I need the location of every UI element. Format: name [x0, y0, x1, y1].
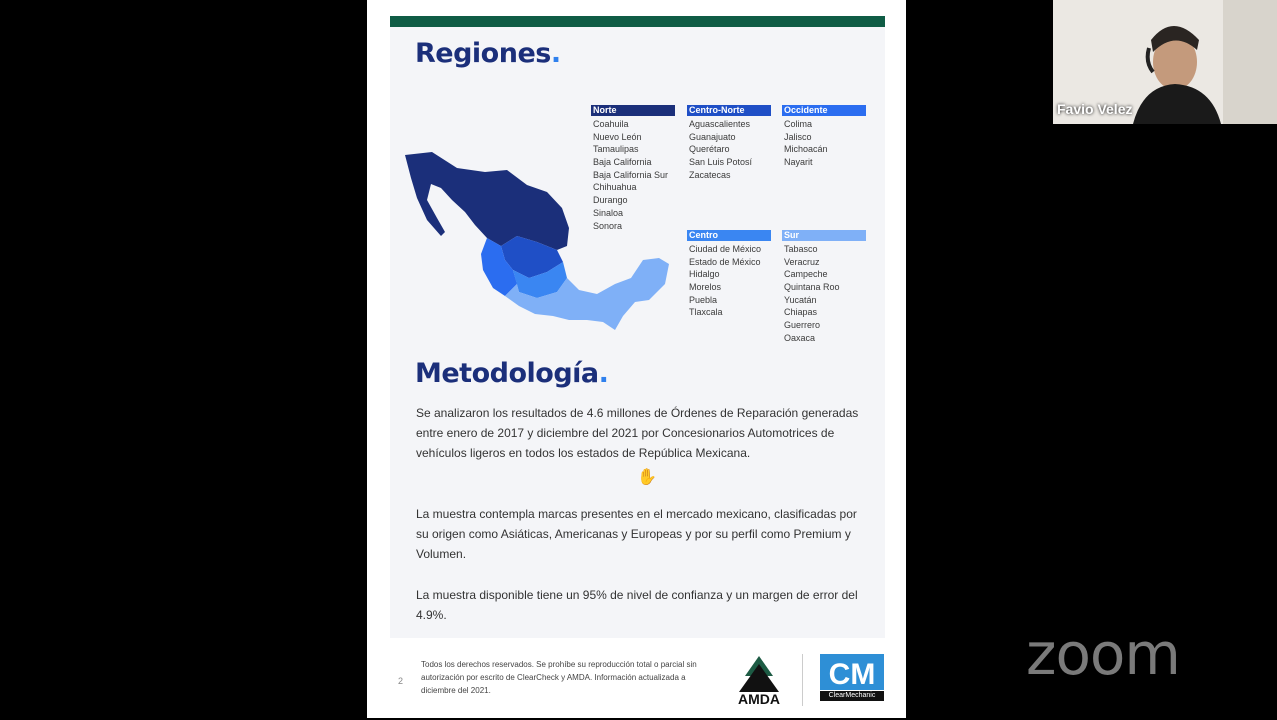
region-state-list: [782, 118, 866, 169]
state-item: Durango: [593, 195, 628, 206]
state-item: Chiapas: [784, 307, 818, 318]
state-item: Estado de México: [689, 256, 761, 267]
region-list-centro: [687, 230, 771, 319]
state-item: Oaxaca: [784, 332, 816, 343]
state-item: Tamaulipas: [593, 144, 639, 155]
state-item: Tabasco: [784, 244, 818, 254]
region-header: Occidente: [782, 105, 866, 116]
state-item: Nuevo León: [593, 131, 642, 142]
participant-name: Favio Velez: [1057, 101, 1133, 117]
state-item: Zacatecas: [689, 169, 731, 180]
metodologia-heading: Metodología.: [415, 358, 609, 389]
state-item: Baja California Sur: [593, 169, 669, 180]
state-item: Puebla: [689, 294, 718, 305]
region-state-list: [687, 118, 771, 181]
state-item: Tlaxcala: [689, 307, 723, 318]
logo-divider: [802, 654, 803, 706]
map-region-norte: [405, 152, 569, 250]
region-list-norte: [591, 105, 675, 232]
state-item: Morelos: [689, 282, 722, 293]
region-state-list: [687, 243, 771, 319]
region-list-centro-norte: [687, 105, 771, 181]
region-list-occidente: [782, 105, 866, 169]
region-header: Centro: [687, 230, 771, 241]
zoom-logo: zoom: [1026, 620, 1180, 688]
state-item: Ciudad de México: [689, 244, 762, 254]
methodology-paragraph-3: La muestra disponible tiene un 95% de nivel de confianza y un margen de error del 4.9%.: [416, 588, 858, 622]
copyright-footer: Todos los derechos reservados. Se prohíbe su reproducción total o parcial sin autorización por escrito de ClearCheck y AMDA. Información actualizada a diciembre del 2021.: [421, 660, 697, 695]
region-header: Sur: [782, 230, 866, 241]
svg-text:AMDA: AMDA: [738, 691, 780, 706]
region-header: Centro-Norte: [687, 105, 771, 116]
state-item: Guerrero: [784, 320, 821, 331]
state-item: Yucatán: [784, 294, 817, 305]
state-item: Veracruz: [784, 256, 820, 267]
state-item: Querétaro: [689, 144, 730, 155]
state-item: San Luis Potosí: [689, 157, 753, 168]
state-item: Michoacán: [784, 144, 828, 155]
state-item: Chihuahua: [593, 182, 637, 193]
state-item: Hidalgo: [689, 269, 720, 280]
svg-text:CM: CM: [828, 658, 876, 691]
region-state-list: [782, 243, 866, 345]
state-item: Aguascalientes: [689, 119, 751, 129]
slide-top-bar: [390, 16, 885, 27]
clearmechanic-label: ClearMechanic: [820, 691, 884, 701]
region-header: Norte: [591, 105, 675, 116]
state-item: Sinaloa: [593, 207, 624, 218]
region-state-list: [591, 118, 675, 232]
page-number: 2: [398, 676, 404, 686]
amda-logo: [727, 654, 791, 706]
presentation-slide: [367, 0, 906, 718]
participant-video-tile[interactable]: [1053, 0, 1277, 124]
state-item: Coahuila: [593, 119, 629, 129]
methodology-paragraph-2: La muestra contempla marcas presentes en el mercado mexicano, clasificadas por su origen como Asiáticas, Americanas y Europeas y por su perfil como Premium y Volumen.: [416, 507, 857, 561]
hand-cursor-icon: ✋: [637, 469, 657, 486]
state-item: Baja California: [593, 157, 652, 168]
state-item: Guanajuato: [689, 131, 736, 142]
state-item: Jalisco: [784, 131, 812, 142]
regiones-heading: Regiones.: [415, 38, 561, 69]
state-item: Colima: [784, 119, 813, 129]
state-item: Sonora: [593, 220, 623, 231]
state-item: Quintana Roo: [784, 282, 840, 293]
methodology-paragraph-1: Se analizaron los resultados de 4.6 millones de Órdenes de Reparación generadas entre enero de 2017 y diciembre del 2021 por Concesionarios Automotrices de vehículos ligeros en todos los estados de República Mexicana.: [416, 406, 859, 460]
state-item: Campeche: [784, 269, 828, 280]
state-item: Nayarit: [784, 157, 813, 168]
region-list-sur: [782, 230, 866, 345]
